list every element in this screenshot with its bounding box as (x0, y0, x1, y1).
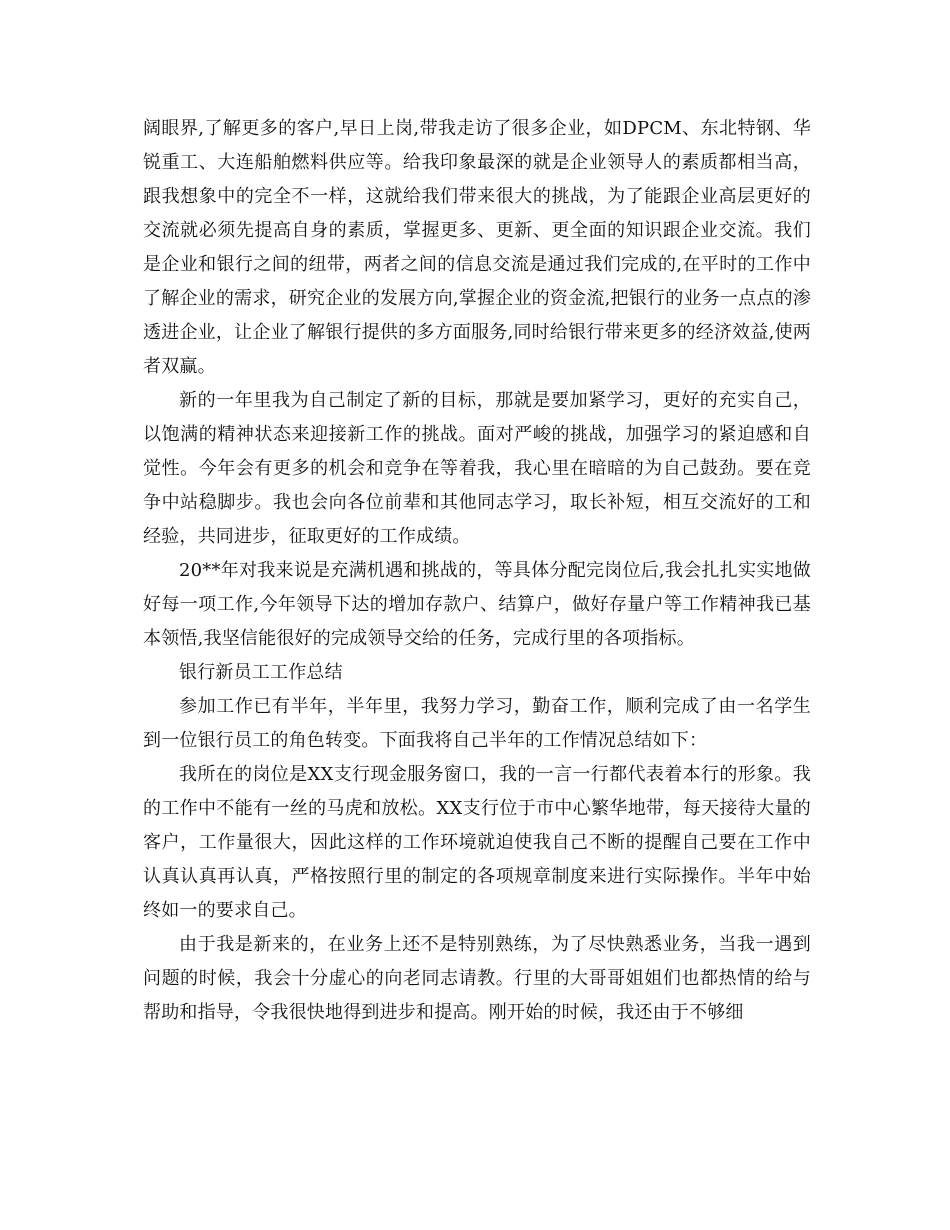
paragraph-5: 参加工作已有半年，半年里，我努力学习，勤奋工作，顺利完成了由一名学生到一位银行员工的角色转变。下面我将自己半年的工作情况总结如下： (143, 696, 811, 751)
paragraph-7: 由于我是新来的，在业务上还不是特别熟练，为了尽快熟悉业务，当我一遇到问题的时候，我会十分虚心的向老同志请教。行里的大哥哥姐姐们也都热情的给与帮助和指导，令我很快地得到进步和提高。刚开始的时候，我还由于不够细 (143, 934, 811, 1023)
paragraph-2: 新的一年里我为自己制定了新的目标，那就是要加紧学习，更好的充实自己，以饱满的精神状态来迎接新工作的挑战。面对严峻的挑战，加强学习的紧迫感和自觉性。今年会有更多的机会和竞争在等着我，我心里在暗暗的为自己鼓劲。要在竞争中站稳脚步。我也会向各位前辈和其他同志学习，取长补短，相互交流好的工和经验，共同进步，征取更好的工作成绩。 (143, 390, 811, 547)
paragraph-3: 20**年对我来说是充满机遇和挑战的，等具体分配完岗位后,我会扎扎实实地做好每一项工作,今年领导下达的增加存款户、结算户，做好存量户等工作精神我已基本领悟,我坚信能很好的完成领导交给的任务，完成行里的各项指标。 (143, 560, 811, 649)
paragraph-6: 我所在的岗位是XX支行现金服务窗口，我的一言一行都代表着本行的形象。我的工作中不能有一丝的马虎和放松。XX支行位于市中心繁华地带，每天接待大量的客户，工作量很大，因此这样的工作环境就迫使我自己不断的提醒自己要在工作中认真认真再认真，严格按照行里的制定的各项规章制度来进行实际操作。半年中始终如一的要求自己。 (143, 764, 811, 921)
paragraph-1: 阔眼界,了解更多的客户,早日上岗,带我走访了很多企业，如DPCM、东北特钢、华锐重工、大连船舶燃料供应等。给我印象最深的就是企业领导人的素质都相当高，跟我想象中的完全不一样，这就给我们带来很大的挑战，为了能跟企业高层更好的交流就必须先提高自身的素质，掌握更多、更新、更全面的知识跟企业交流。我们是企业和银行之间的纽带，两者之间的信息交流是通过我们完成的,在平时的工作中了解企业的需求，研究企业的发展方向,掌握企业的资金流,把银行的业务一点点的渗透进企业，让企业了解银行提供的多方面服务,同时给银行带来更多的经济效益,使两者双赢。 (143, 118, 811, 377)
document-body (143, 112, 811, 1030)
section-heading: 银行新员工工作总结 (179, 662, 343, 683)
